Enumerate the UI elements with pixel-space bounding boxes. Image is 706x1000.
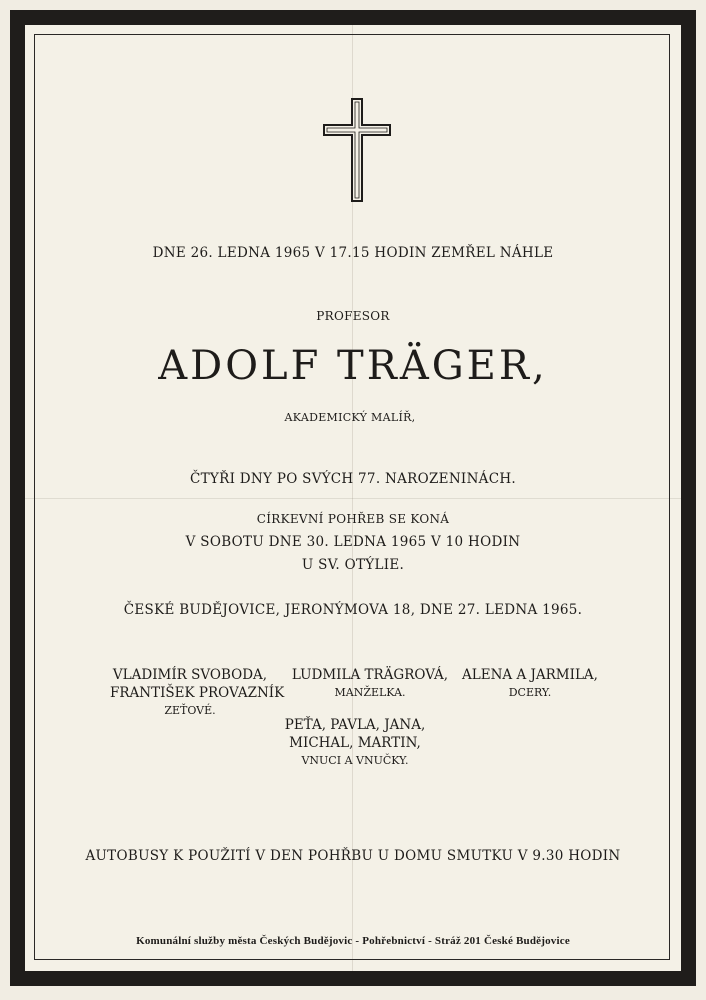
title-label: PROFESOR	[316, 309, 390, 323]
funeral-line-2: V SOBOTU DNE 30. LEDNA 1965 V 10 HODIN	[185, 534, 521, 550]
mourners-grandchildren	[270, 716, 440, 770]
death-announcement: DNE 26. LEDNA 1965 V 17.15 HODIN ZEMŘEL NÁHLE	[152, 245, 554, 261]
relation-label: MANŽELKA.	[334, 686, 406, 699]
relation-label: ZEŤOVÉ.	[164, 704, 216, 717]
deceased-name: ADOLF TRÄGER,	[158, 343, 548, 389]
mourner-name: MICHAL, MARTIN,	[289, 735, 421, 751]
place-date: ČESKÉ BUDĚJOVICE, JERONÝMOVA 18, DNE 27. LEDNA 1965.	[123, 602, 583, 618]
funeral-line-3: U SV. OTÝLIE.	[301, 557, 405, 573]
mourners-left	[110, 666, 285, 720]
profession-label: AKADEMICKÝ MALÍŘ,	[284, 411, 416, 424]
relation-label: VNUCI A VNUČKY.	[301, 754, 409, 767]
mourner-name: VLADIMÍR SVOBODA,	[112, 667, 268, 683]
funeral-line-1: CÍRKEVNÍ POHŘEB SE KONÁ	[256, 512, 450, 526]
bus-note: AUTOBUSY K POUŽITÍ V DEN POHŘBU U DOMU SMUTKU V 9.30 HODIN	[85, 848, 621, 864]
cross-icon	[322, 98, 392, 202]
mourners-right	[455, 666, 605, 702]
mourners-center	[280, 666, 460, 702]
relation-label: DCERY.	[508, 686, 552, 699]
mourner-name: PEŤA, PAVLA, JANA,	[284, 717, 426, 733]
mourner-name: LUDMILA TRÄGROVÁ,	[291, 667, 449, 683]
age-note: ČTYŘI DNY PO SVÝCH 77. NAROZENINÁCH.	[189, 471, 517, 487]
mourner-name: ALENA A JARMILA,	[462, 667, 598, 683]
printer-footer: Komunální služby města Českých Budějovic - Pohřebnictví - Stráž 201 České Budějovice	[136, 935, 570, 947]
mourner-name: FRANTIŠEK PROVAZNÍK	[110, 685, 285, 701]
